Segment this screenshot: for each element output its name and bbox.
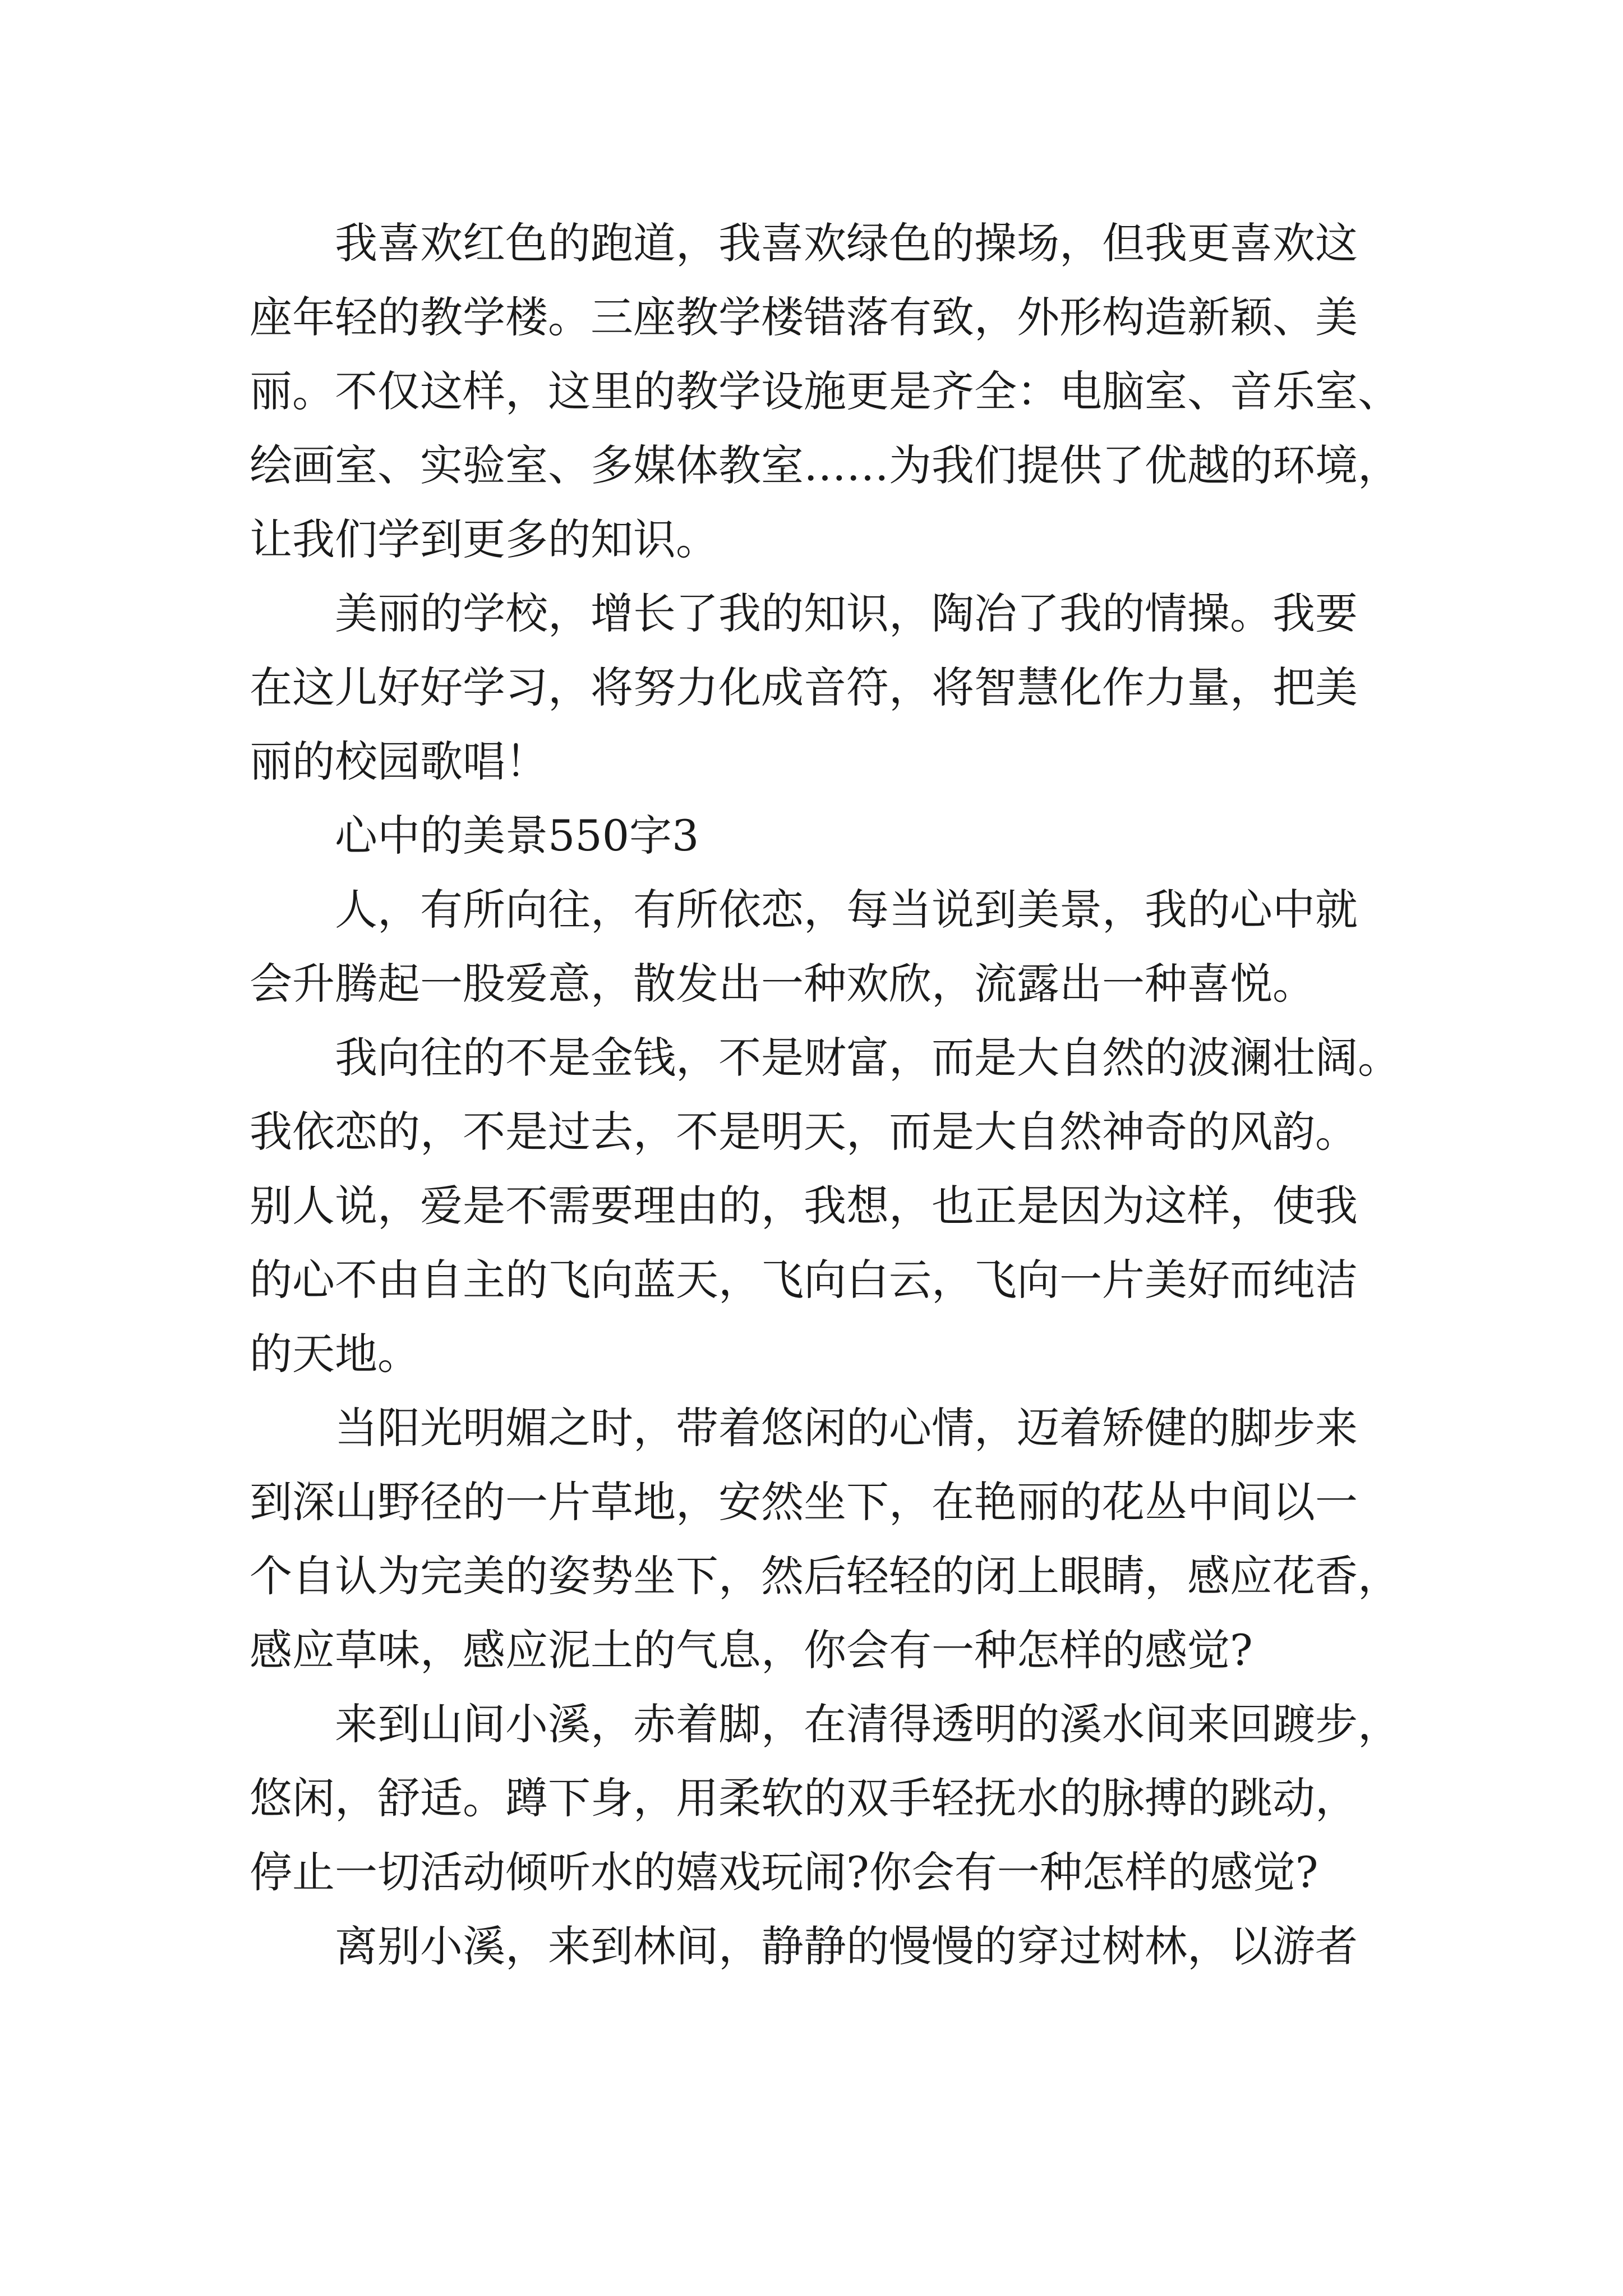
text-line: 座年轻的教学楼。三座教学楼错落有致，外形构造新颖、美 — [250, 292, 1358, 342]
text-line: 到深山野径的一片草地，安然坐下，在艳丽的花丛中间以一 — [250, 1477, 1358, 1527]
section-title: 心中的美景550字3 — [335, 811, 699, 861]
text-line: 绘画室、实验室、多媒体教室……为我们提供了优越的环境， — [250, 440, 1400, 490]
text-line: 悠闲，舒适。蹲下身，用柔软的双手轻抚水的脉搏的跳动， — [250, 1773, 1358, 1823]
text-line: 的天地。 — [250, 1329, 420, 1379]
text-line: 当阳光明媚之时，带着悠闲的心情，迈着矫健的脚步来 — [335, 1403, 1358, 1453]
text-line: 离别小溪，来到林间，静静的慢慢的穿过树林，以游者 — [335, 1921, 1358, 1971]
text-line: 个自认为完美的姿势坐下，然后轻轻的闭上眼睛，感应花香， — [250, 1551, 1400, 1601]
text-line: 会升腾起一股爱意，散发出一种欢欣，流露出一种喜悦。 — [250, 959, 1315, 1009]
text-line: 丽。不仅这样，这里的教学设施更是齐全：电脑室、音乐室、 — [250, 366, 1400, 416]
text-line: 丽的校园歌唱！ — [250, 737, 548, 786]
text-line: 我依恋的，不是过去，不是明天，而是大自然神奇的风韵。 — [250, 1107, 1358, 1157]
text-line: 人，有所向往，有所依恋，每当说到美景，我的心中就 — [335, 885, 1358, 935]
text-line: 别人说，爱是不需要理由的，我想，也正是因为这样，使我 — [250, 1181, 1358, 1231]
text-line: 我向往的不是金钱，不是财富，而是大自然的波澜壮阔。 — [335, 1033, 1400, 1083]
text-line: 停止一切活动倾听水的嬉戏玩闹?你会有一种怎样的感觉? — [250, 1847, 1318, 1897]
text-line: 让我们学到更多的知识。 — [250, 514, 718, 564]
text-line: 美丽的学校，增长了我的知识，陶冶了我的情操。我要 — [335, 588, 1358, 638]
text-line: 我喜欢红色的跑道，我喜欢绿色的操场，但我更喜欢这 — [335, 218, 1358, 268]
document-body — [250, 206, 1427, 1984]
text-line: 在这儿好好学习，将努力化成音符，将智慧化作力量，把美 — [250, 662, 1358, 712]
text-line: 来到山间小溪，赤着脚，在清得透明的溪水间来回踱步， — [335, 1699, 1400, 1749]
text-line: 感应草味，感应泥土的气息，你会有一种怎样的感觉? — [250, 1625, 1253, 1675]
text-line: 的心不由自主的飞向蓝天，飞向白云，飞向一片美好而纯洁 — [250, 1255, 1358, 1305]
